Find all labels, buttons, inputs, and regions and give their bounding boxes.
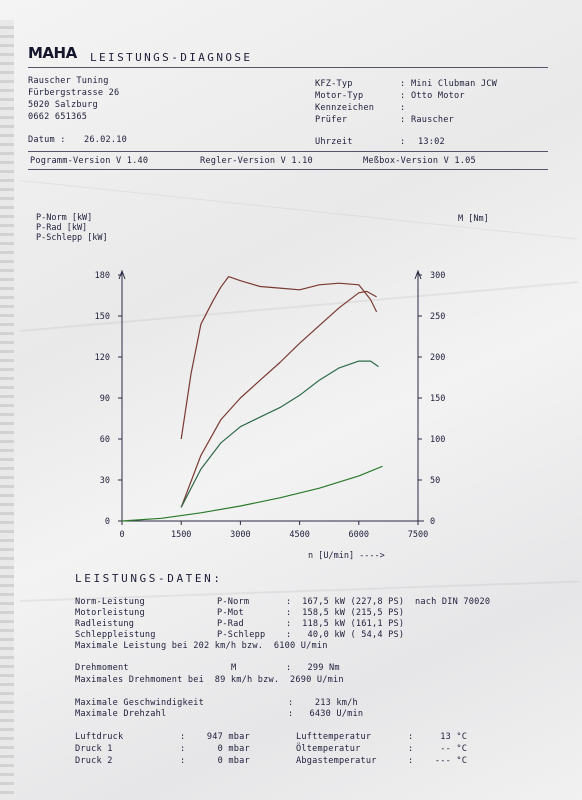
ambient-value: : 0 mbar — [180, 756, 250, 766]
y-left-tick-label: 150 — [94, 312, 110, 322]
vehicle-value: Mini Clubman JCW — [411, 79, 497, 89]
vehicle-label: KFZ-Typ — [315, 79, 353, 89]
vehicle-colon: : — [400, 79, 406, 89]
max-geschwindigkeit-value: : 213 km/h — [288, 698, 358, 708]
left-axis-label: P-Schlepp [kW] — [36, 233, 108, 243]
daten-row-symbol: P-Mot — [217, 608, 244, 618]
series-line-2 — [181, 361, 378, 507]
ambient-label: Luftdruck — [75, 732, 124, 742]
y-right-tick-label: 250 — [430, 312, 446, 322]
ambient-value: : 947 mbar — [180, 732, 250, 742]
x-tick-label: 4500 — [289, 530, 310, 540]
ambient-value-2: : -- °C — [408, 744, 468, 754]
left-axis-label: P-Norm [kW] — [36, 213, 93, 223]
max-drehzahl-value: : 6430 U/min — [288, 709, 364, 719]
y-right-tick-label: 0 — [430, 517, 436, 527]
page-title: LEISTUNGS-DIAGNOSE — [90, 51, 253, 64]
maha-logo: MAHA — [28, 44, 77, 62]
daten-row-value: : 167,5 kW (227,8 PS) nach DIN 70020 — [286, 597, 491, 607]
x-tick-label: 3000 — [230, 530, 251, 540]
programm-version: Pogramm-Version V 1.40 — [30, 156, 149, 166]
x-tick-label: 1500 — [170, 530, 192, 540]
y-right-tick-label: 200 — [430, 353, 446, 363]
max-drehzahl-label: Maximale Drehzahl — [75, 709, 167, 719]
series-line-3 — [122, 466, 383, 521]
address-line: 0662 651365 — [28, 112, 88, 122]
y-right-tick-label: 100 — [430, 435, 446, 445]
vehicle-value: Rauscher — [411, 115, 454, 125]
datum-label: Datum : — [28, 135, 66, 145]
series-line-1 — [181, 291, 376, 507]
daten-row-label: Motorleistung — [75, 608, 145, 618]
ambient-value: : 0 mbar — [180, 744, 250, 754]
messbox-version: Meßbox-Version V 1.05 — [363, 156, 476, 166]
vehicle-label: Prüfer — [315, 115, 348, 125]
ambient-label-2: Lufttemperatur — [296, 732, 372, 742]
max-drehmoment: Maximales Drehmoment bei 89 km/h bzw. 2690 U/min — [75, 675, 344, 685]
y-right-tick-label: 50 — [430, 476, 441, 486]
daten-row-value: : 40,0 kW ( 54,4 PS) — [286, 630, 405, 640]
ambient-label: Druck 2 — [75, 756, 113, 766]
ambient-label-2: Abgastemperatur — [296, 756, 377, 766]
left-axis-label: P-Rad [kW] — [36, 223, 88, 233]
datum-value: 26.02.10 — [84, 135, 127, 145]
drehmoment-label: Drehmoment — [75, 663, 129, 673]
vehicle-label: Kennzeichen — [315, 103, 375, 113]
daten-row-symbol: P-Schlepp — [217, 630, 266, 640]
daten-row-symbol: P-Norm — [217, 597, 250, 607]
daten-row-symbol: P-Rad — [217, 619, 244, 629]
y-right-tick-label: 300 — [430, 271, 446, 281]
daten-row-value: : 118,5 kW (161,1 PS) — [286, 619, 405, 629]
ambient-label-2: Öltemperatur — [296, 744, 361, 754]
address-line: 5020 Salzburg — [28, 100, 98, 110]
drehmoment-symbol: M — [231, 663, 237, 673]
y-left-tick-label: 30 — [99, 476, 110, 486]
x-axis-label: n [U/min] ----> — [308, 551, 385, 561]
y-left-tick-label: 90 — [99, 394, 110, 404]
address-line: Fürbergstrasse 26 — [28, 88, 120, 98]
y-right-tick-label: 150 — [430, 394, 446, 404]
drehmoment-value: : 299 Nm — [286, 663, 340, 673]
daten-title: LEISTUNGS-DATEN: — [75, 572, 223, 585]
uhrzeit-colon: : — [400, 137, 406, 147]
uhrzeit-label: Uhrzeit — [315, 137, 353, 147]
vehicle-value: Otto Motor — [411, 91, 465, 101]
daten-row-value: : 158,5 kW (215,5 PS) — [286, 608, 405, 618]
vehicle-colon: : — [400, 115, 406, 125]
x-tick-label: 0 — [119, 530, 125, 540]
y-left-tick-label: 120 — [94, 353, 110, 363]
vehicle-label: Motor-Typ — [315, 91, 364, 101]
ambient-label: Druck 1 — [75, 744, 113, 754]
regler-version: Regler-Version V 1.10 — [200, 156, 313, 166]
y-left-tick-label: 0 — [104, 517, 110, 527]
daten-row-label: Norm-Leistung — [75, 597, 145, 607]
ambient-value-2: : --- °C — [408, 756, 468, 766]
max-geschwindigkeit-label: Maximale Geschwindigkeit — [75, 698, 204, 708]
ambient-value-2: : 13 °C — [408, 732, 468, 742]
max-leistung: Maximale Leistung bei 202 km/h bzw. 6100 U/min — [75, 641, 328, 651]
uhrzeit-value: 13:02 — [418, 137, 445, 147]
address-line: Rauscher Tuning — [28, 76, 109, 86]
x-tick-label: 7500 — [407, 530, 429, 540]
x-tick-label: 6000 — [348, 530, 370, 540]
vehicle-colon: : — [400, 103, 406, 113]
y-left-tick-label: 60 — [99, 435, 110, 445]
right-axis-label: M [Nm] — [458, 214, 489, 224]
y-left-tick-label: 180 — [94, 271, 110, 281]
daten-row-label: Radleistung — [75, 619, 135, 629]
daten-row-label: Schleppleistung — [75, 630, 156, 640]
vehicle-colon: : — [400, 91, 406, 101]
